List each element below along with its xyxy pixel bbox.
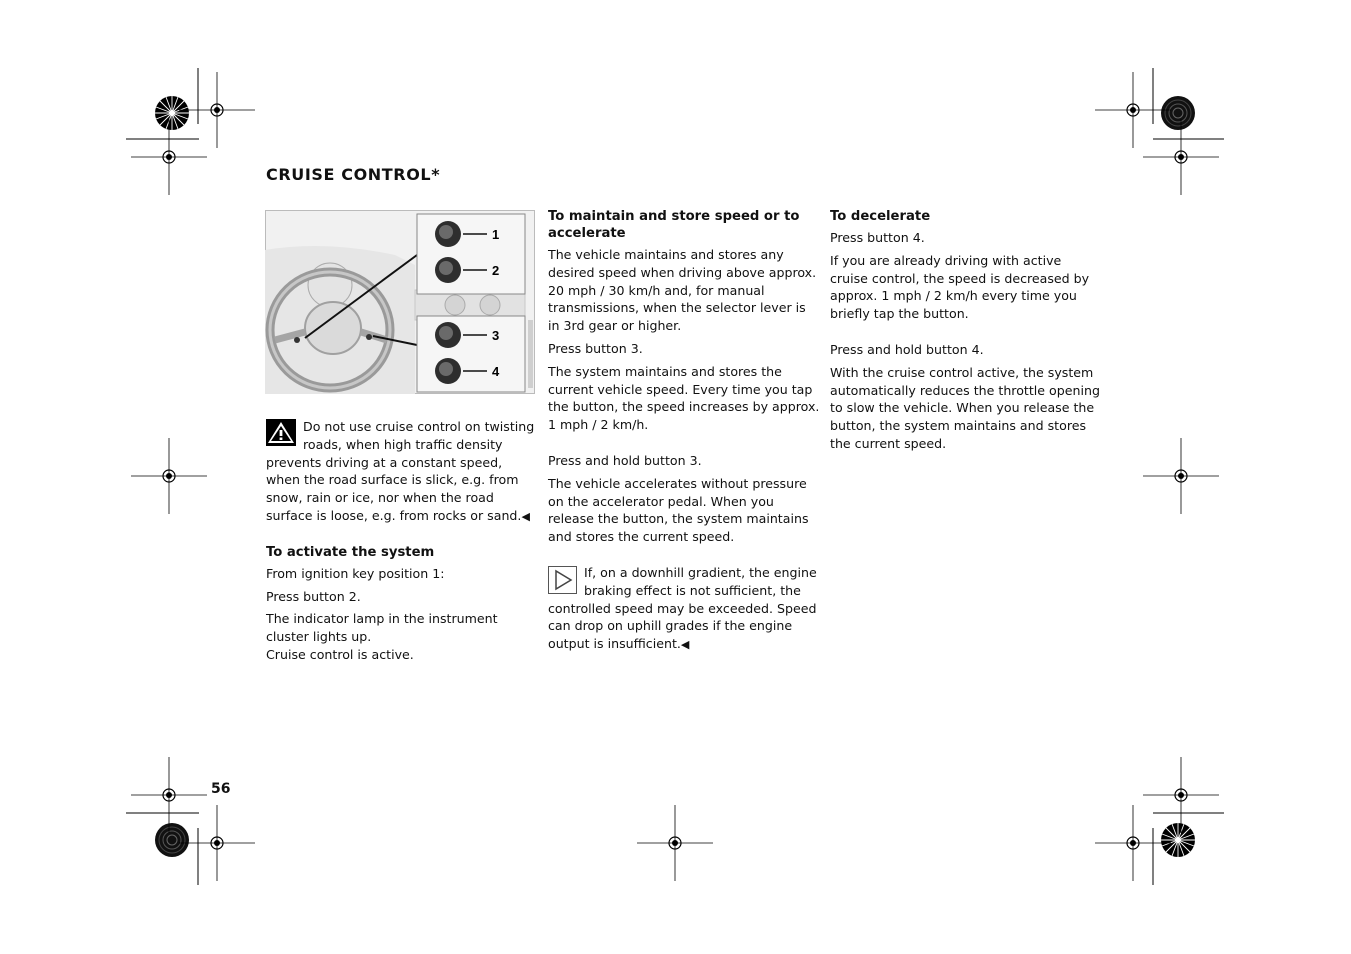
activate-step-2: Press button 2. [266,588,361,604]
steering-wheel-illustration [265,210,535,394]
column-2 [548,208,820,659]
decelerate-paragraph-1: Press button 4. [830,230,925,245]
end-of-section-triangle-icon: ◀ [521,509,530,523]
decelerate-paragraph-4: With the cruise control active, the system automatically reduces the throttle opening to slow the vehicle. When you release the button, the system maintains and stores the current speed. [830,364,1100,451]
figure-callout-3: 3 [492,328,500,343]
decelerate-heading: To decelerate [830,209,931,224]
page-number: 56 [211,781,231,797]
activate-step-3: The indicator lamp in the instrument cluster lights up. [266,611,498,645]
maintain-paragraph-5: The vehicle accelerates without pressure on the accelerator pedal. When you release the button, the system maintains and stores the current speed. [548,475,809,545]
warning-paragraph [266,418,538,526]
maintain-paragraph-3-value: 1 mph / 2 km/h. [548,417,649,433]
note-arrow-icon [548,566,577,594]
note-text: If, on a downhill gradient, the engine braking effect is not sufficient, the controlled speed may be exceeded. Speed can drop on uphill grades if the engine output is insufficient. [548,564,817,652]
activate-step-1: From ignition key position 1: [266,565,445,581]
note-paragraph [548,564,820,654]
warning-triangle-icon [266,419,296,446]
figure-callout-2: 2 [492,263,500,278]
figure-callout-4: 4 [492,364,500,379]
warning-text: Do not use cruise control on twisting roads, when high traffic density prevents driving at a constant speed, when the road surface is slick, e.g. from snow, rain or ice, nor when the road surface is loose, e.g. from rocks or sand. [266,419,535,523]
maintain-paragraph-4: Press and hold button 3. [548,452,702,468]
column-3 [830,208,1102,458]
decelerate-paragraph-2: If you are already driving with active cruise control, the speed is decreased by approx. 1 mph / 2 km/h every time you briefly tap the button. [830,252,1090,322]
figure-callout-1: 1 [492,227,500,242]
page-title: CRUISE CONTROL* [266,165,441,184]
decelerate-paragraph-3: Press and hold button 4. [830,341,984,357]
maintain-heading: To maintain and store speed or to accelerate [548,209,800,241]
column-1 [266,418,538,669]
activate-heading: To activate the system [266,544,435,560]
maintain-paragraph-3: The system maintains and stores the current vehicle speed. Every time you tap the button, the speed increases by approx. [548,363,820,415]
end-of-section-triangle-icon: ◀ [680,638,690,652]
maintain-paragraph-2: Press button 3. [548,340,643,356]
activate-step-4: Cruise control is active. [266,646,414,662]
maintain-paragraph-1: The vehicle maintains and stores any desired speed when driving above approx. 20 mph / 30 km/h and, for manual transmissions, when the selector lever is in 3rd gear or higher. [548,247,817,334]
